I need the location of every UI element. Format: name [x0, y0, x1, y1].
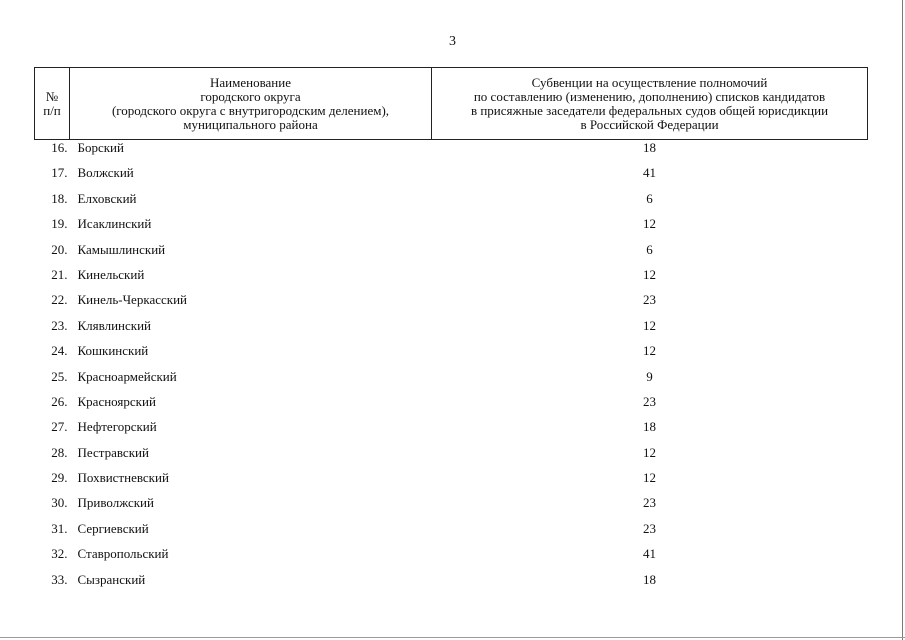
header-number-text: № п/п — [43, 88, 61, 118]
row-value: 41 — [643, 546, 656, 562]
row-name: Кошкинский — [77, 343, 149, 359]
row-number: 23. — [51, 317, 68, 333]
page-number: 3 — [449, 34, 456, 49]
row-name: Кинель-Черкасский — [77, 292, 187, 308]
row-number: 21. — [51, 266, 68, 282]
row-value: 12 — [643, 216, 656, 232]
row-number: 31. — [51, 520, 68, 536]
row-value: 23 — [643, 393, 656, 409]
row-value: 6 — [646, 241, 653, 257]
row-number: 30. — [51, 495, 68, 511]
row-name: Сызранский — [77, 571, 146, 587]
table-row — [35, 419, 868, 444]
row-value: 18 — [643, 140, 656, 155]
row-name: Кинельский — [77, 266, 145, 282]
scan-edge-right — [902, 0, 903, 640]
table-row — [35, 369, 868, 394]
row-number: 16. — [51, 140, 68, 155]
row-value: 23 — [643, 520, 656, 536]
row-name: Волжский — [77, 165, 134, 181]
table-body — [35, 140, 868, 598]
row-number: 18. — [51, 190, 68, 206]
row-value: 12 — [643, 317, 656, 333]
table-row — [35, 267, 868, 292]
row-value: 12 — [643, 470, 656, 486]
row-value: 12 — [643, 444, 656, 460]
row-value: 23 — [643, 495, 656, 511]
row-value: 12 — [643, 343, 656, 359]
header-number — [35, 68, 70, 140]
row-number: 32. — [51, 546, 68, 562]
table-row — [35, 165, 868, 190]
row-value: 18 — [643, 571, 656, 587]
table-row — [35, 191, 868, 216]
table-row — [35, 292, 868, 317]
table-row — [35, 521, 868, 546]
table-row — [35, 495, 868, 520]
table-row — [35, 343, 868, 368]
row-number: 28. — [51, 444, 68, 460]
row-name: Елховский — [77, 190, 137, 206]
row-number: 26. — [51, 393, 68, 409]
row-number: 29. — [51, 470, 68, 486]
row-name: Красноярский — [77, 393, 156, 409]
row-value: 9 — [646, 368, 653, 384]
table-row — [35, 140, 868, 166]
table-row — [35, 470, 868, 495]
row-number: 25. — [51, 368, 68, 384]
row-number: 17. — [51, 165, 68, 181]
row-number: 33. — [51, 571, 68, 587]
table-header-row — [35, 68, 868, 140]
row-name: Борский — [77, 140, 124, 155]
row-name: Ставропольский — [77, 546, 169, 562]
row-name: Красноармейский — [77, 368, 177, 384]
row-number: 27. — [51, 419, 68, 435]
row-number: 19. — [51, 216, 68, 232]
table-row — [35, 242, 868, 267]
row-name: Клявлинский — [77, 317, 152, 333]
row-name: Приволжский — [77, 495, 154, 511]
header-value-text: Субвенции на осуществление полномочий по составлению (изменению, дополнению) списков кандидатов в присяжные заседатели федеральных судов общей юрисдикции в Российской Федерации — [470, 74, 829, 132]
row-name: Сергиевский — [77, 520, 149, 536]
header-value — [432, 68, 868, 140]
header-name — [70, 68, 432, 140]
row-name: Похвистневский — [77, 470, 169, 486]
subventions-table — [34, 67, 868, 597]
row-value: 6 — [646, 190, 653, 206]
table-row — [35, 394, 868, 419]
row-number: 22. — [51, 292, 68, 308]
row-value: 41 — [643, 165, 656, 181]
row-name: Исаклинский — [77, 216, 152, 232]
row-number: 20. — [51, 241, 68, 257]
scan-edge-bottom — [0, 637, 905, 638]
row-name: Камышлинский — [77, 241, 166, 257]
table-row — [35, 445, 868, 470]
table-row — [35, 216, 868, 241]
table-row — [35, 318, 868, 343]
table-row — [35, 546, 868, 571]
header-name-text: Наименование городского округа (городского округа с внутригородским делением), муниципального района — [111, 74, 390, 132]
row-name: Пестравский — [77, 444, 149, 460]
row-value: 18 — [643, 419, 656, 435]
table-row — [35, 572, 868, 597]
row-value: 23 — [643, 292, 656, 308]
row-number: 24. — [51, 343, 68, 359]
row-value: 12 — [643, 266, 656, 282]
row-name: Нефтегорский — [77, 419, 157, 435]
